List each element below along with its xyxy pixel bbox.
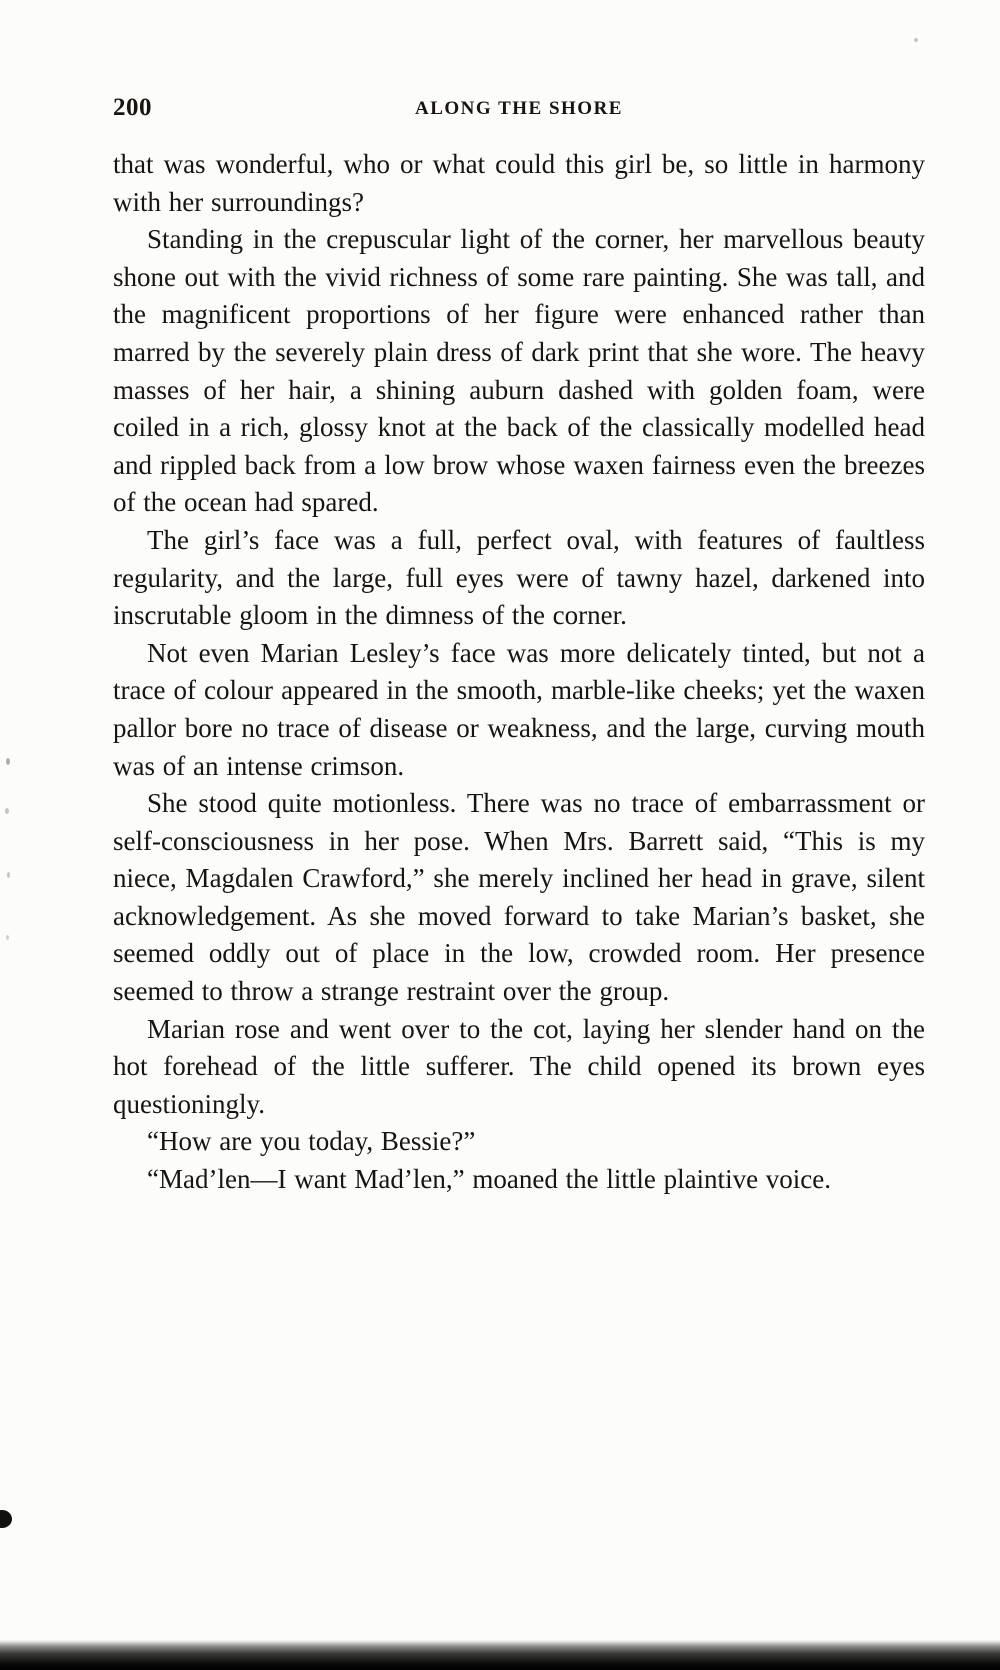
scan-speck (914, 38, 918, 42)
scan-speck (6, 935, 9, 940)
paragraph: “How are you today, Bessie?” (147, 1126, 476, 1157)
paragraph: The girl’s face was a full, perfect oval, with features of faultless regularity, and the large, full eyes were of tawny hazel, darkened into inscrutable gloom in the dimness of the corner. (113, 524, 925, 631)
running-title: ALONG THE SHORE (415, 98, 623, 119)
paragraph: She stood quite motionless. There was no trace of embarrassment or self-consciousness in her pose. When Mrs. Barrett said, “This is my niece, Magdalen Crawford,” she merely inclined her head in grave, silent acknowledgement. As she moved forward to take Marian’s basket, she seemed oddly out of place in the low, crowded room. Her presence seemed to throw a strange restraint over the group. (113, 788, 925, 1007)
paragraph: that was wonderful, who or what could this girl be, so little in harmony with her surroundings? (113, 149, 925, 217)
paragraph: “Mad’len—I want Mad’len,” moaned the little plaintive voice. (147, 1164, 832, 1195)
paragraph: Marian rose and went over to the cot, laying her slender hand on the hot forehead of the little sufferer. The child opened its brown eyes questioningly. (113, 1013, 925, 1119)
scan-edge-shadow (0, 1640, 1000, 1670)
paragraph: Not even Marian Lesley’s face was more delicately tinted, but not a trace of colour appeared in the smooth, marble-like cheeks; yet the waxen pallor bore no trace of disease or weakness, and the large, curving mouth was of an intense crimson. (113, 637, 925, 781)
page-number: 200 (113, 94, 152, 121)
page-header (113, 94, 925, 128)
scan-speck (6, 758, 10, 765)
paragraph: Standing in the crepuscular light of the corner, her marvellous beauty shone out with the vivid richness of some rare painting. She was tall, and the magnificent proportions of her figure were enhanced rather than marred by the severely plain dress of dark print that she wore. The heavy masses of her hair, a shining auburn dashed with golden foam, were coiled in a rich, glossy knot at the back of the classically modelled head and rippled back from a low brow whose waxen fairness even the breezes of the ocean had spared. (113, 224, 925, 518)
scan-speck (7, 872, 10, 878)
page-body (113, 146, 925, 1199)
scan-speck (5, 808, 9, 814)
scan-artifact-dot (0, 1510, 12, 1528)
